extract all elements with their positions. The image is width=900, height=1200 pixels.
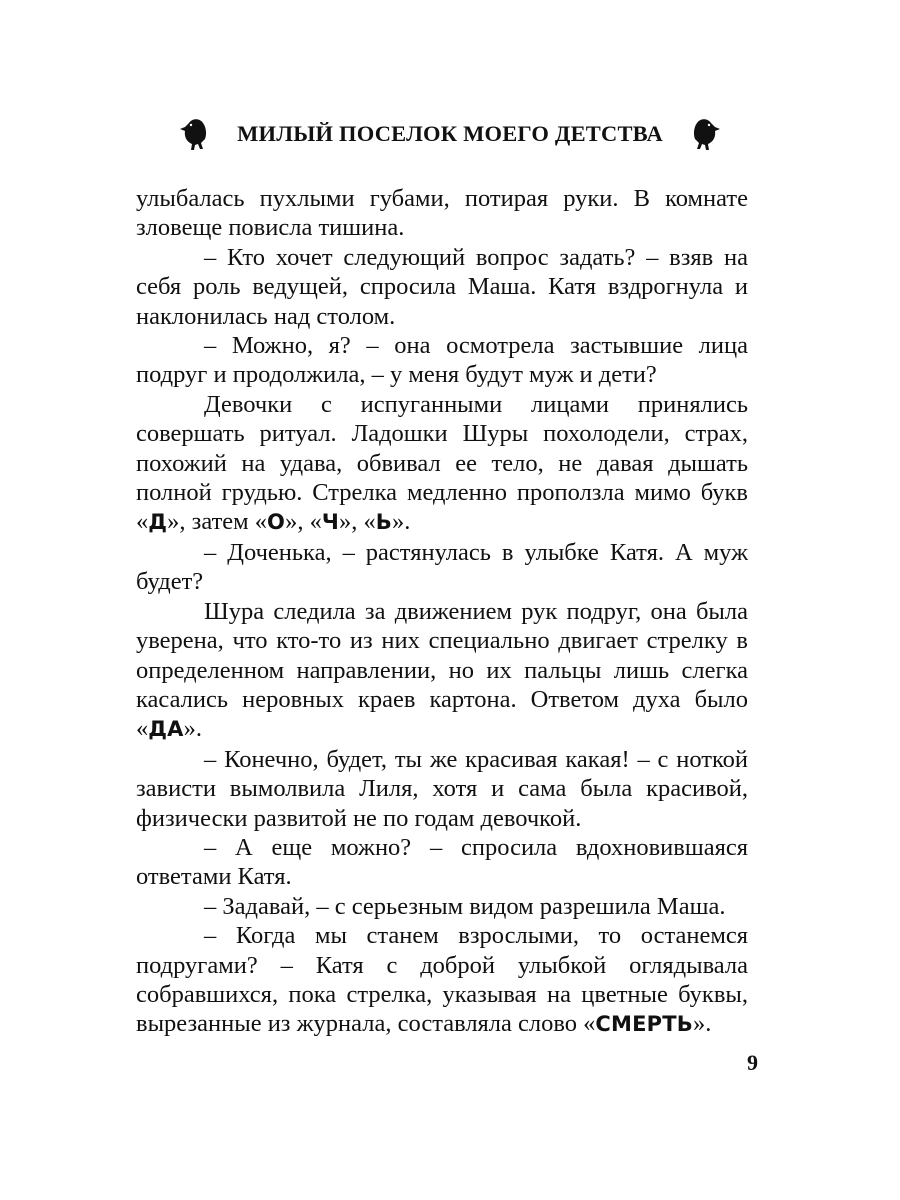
highlighted-letters: Д bbox=[148, 510, 168, 535]
paragraph bbox=[136, 538, 748, 597]
highlighted-letters: Ч bbox=[321, 510, 340, 535]
paragraph-text: ». bbox=[392, 508, 411, 536]
paragraph-text: – Доченька, – растянулась в улыбке Катя. А муж будет? bbox=[136, 538, 748, 596]
paragraph-text: – Когда мы станем взрослыми, то останемся подругами? – Катя с доброй улыбкой оглядывала собравшихся, пока стрелка, указывая на цветные буквы, вырезанные из журнала, составляла слово « bbox=[136, 922, 748, 1038]
paragraph-text: – Конечно, будет, ты же красивая какая! – с ноткой зависти вымолвила Лиля, хотя и сама была красивой, физически развитой не по годам девочкой. bbox=[136, 745, 748, 832]
highlighted-letters: ДА bbox=[148, 717, 184, 742]
paragraph-text: – Можно, я? – она осмотрела застывшие лица подруг и продолжила, – у меня будут муж и дети? bbox=[136, 332, 748, 389]
paragraph-text: – А еще можно? – спросила вдохновившаяся ответами Катя. bbox=[136, 833, 748, 891]
paragraph bbox=[136, 243, 748, 331]
paragraph-text: », « bbox=[285, 508, 322, 536]
paragraph bbox=[136, 184, 748, 243]
highlighted-letters: О bbox=[267, 510, 286, 535]
crow-icon bbox=[685, 114, 721, 154]
paragraph bbox=[136, 892, 748, 921]
paragraph bbox=[136, 390, 748, 538]
book-title: МИЛЫЙ ПОСЕЛОК МОЕГО ДЕТСТВА bbox=[237, 121, 663, 146]
paragraph bbox=[136, 745, 748, 833]
highlighted-letters: Ь bbox=[375, 510, 392, 535]
running-header bbox=[0, 108, 900, 160]
paragraph-text: Шура следила за движением рук подруг, она была уверена, что кто-то из них специально двигает стрелку в определенном направлении, но их пальцы лишь слегка касались неровных краев картона. Ответом духа было « bbox=[136, 597, 748, 743]
paragraph bbox=[136, 921, 748, 1040]
paragraph-text: Девочки с испуганными лицами принялись совершать ритуал. Ладошки Шуры похолодели, страх, похожий на удава, обвивал ее тело, не давая дышать полной грудью. Стрелка медленно проползла мимо букв « bbox=[136, 390, 748, 536]
paragraph-text: улыбалась пухлыми губами, потирая руки. В комнате зловеще повисла тишина. bbox=[136, 185, 748, 242]
paragraph bbox=[136, 597, 748, 745]
page-number: 9 bbox=[747, 1050, 758, 1075]
paragraph-text: – Задавай, – с серьезным видом разрешила Маша. bbox=[204, 892, 726, 920]
paragraph-text: », « bbox=[339, 508, 376, 536]
crow-icon bbox=[179, 114, 215, 154]
paragraph bbox=[136, 833, 748, 892]
paragraph-text: ». bbox=[183, 715, 202, 743]
page-body-text bbox=[136, 184, 748, 1040]
paragraph-text: – Кто хочет следующий вопрос задать? – взяв на себя роль ведущей, спросила Маша. Катя вздрогнула и наклонилась над столом. bbox=[136, 243, 748, 330]
paragraph-text: ». bbox=[693, 1010, 712, 1038]
paragraph bbox=[136, 331, 748, 390]
paragraph-text: », затем « bbox=[167, 508, 268, 536]
highlighted-letters: СМЕРТЬ bbox=[595, 1012, 693, 1037]
